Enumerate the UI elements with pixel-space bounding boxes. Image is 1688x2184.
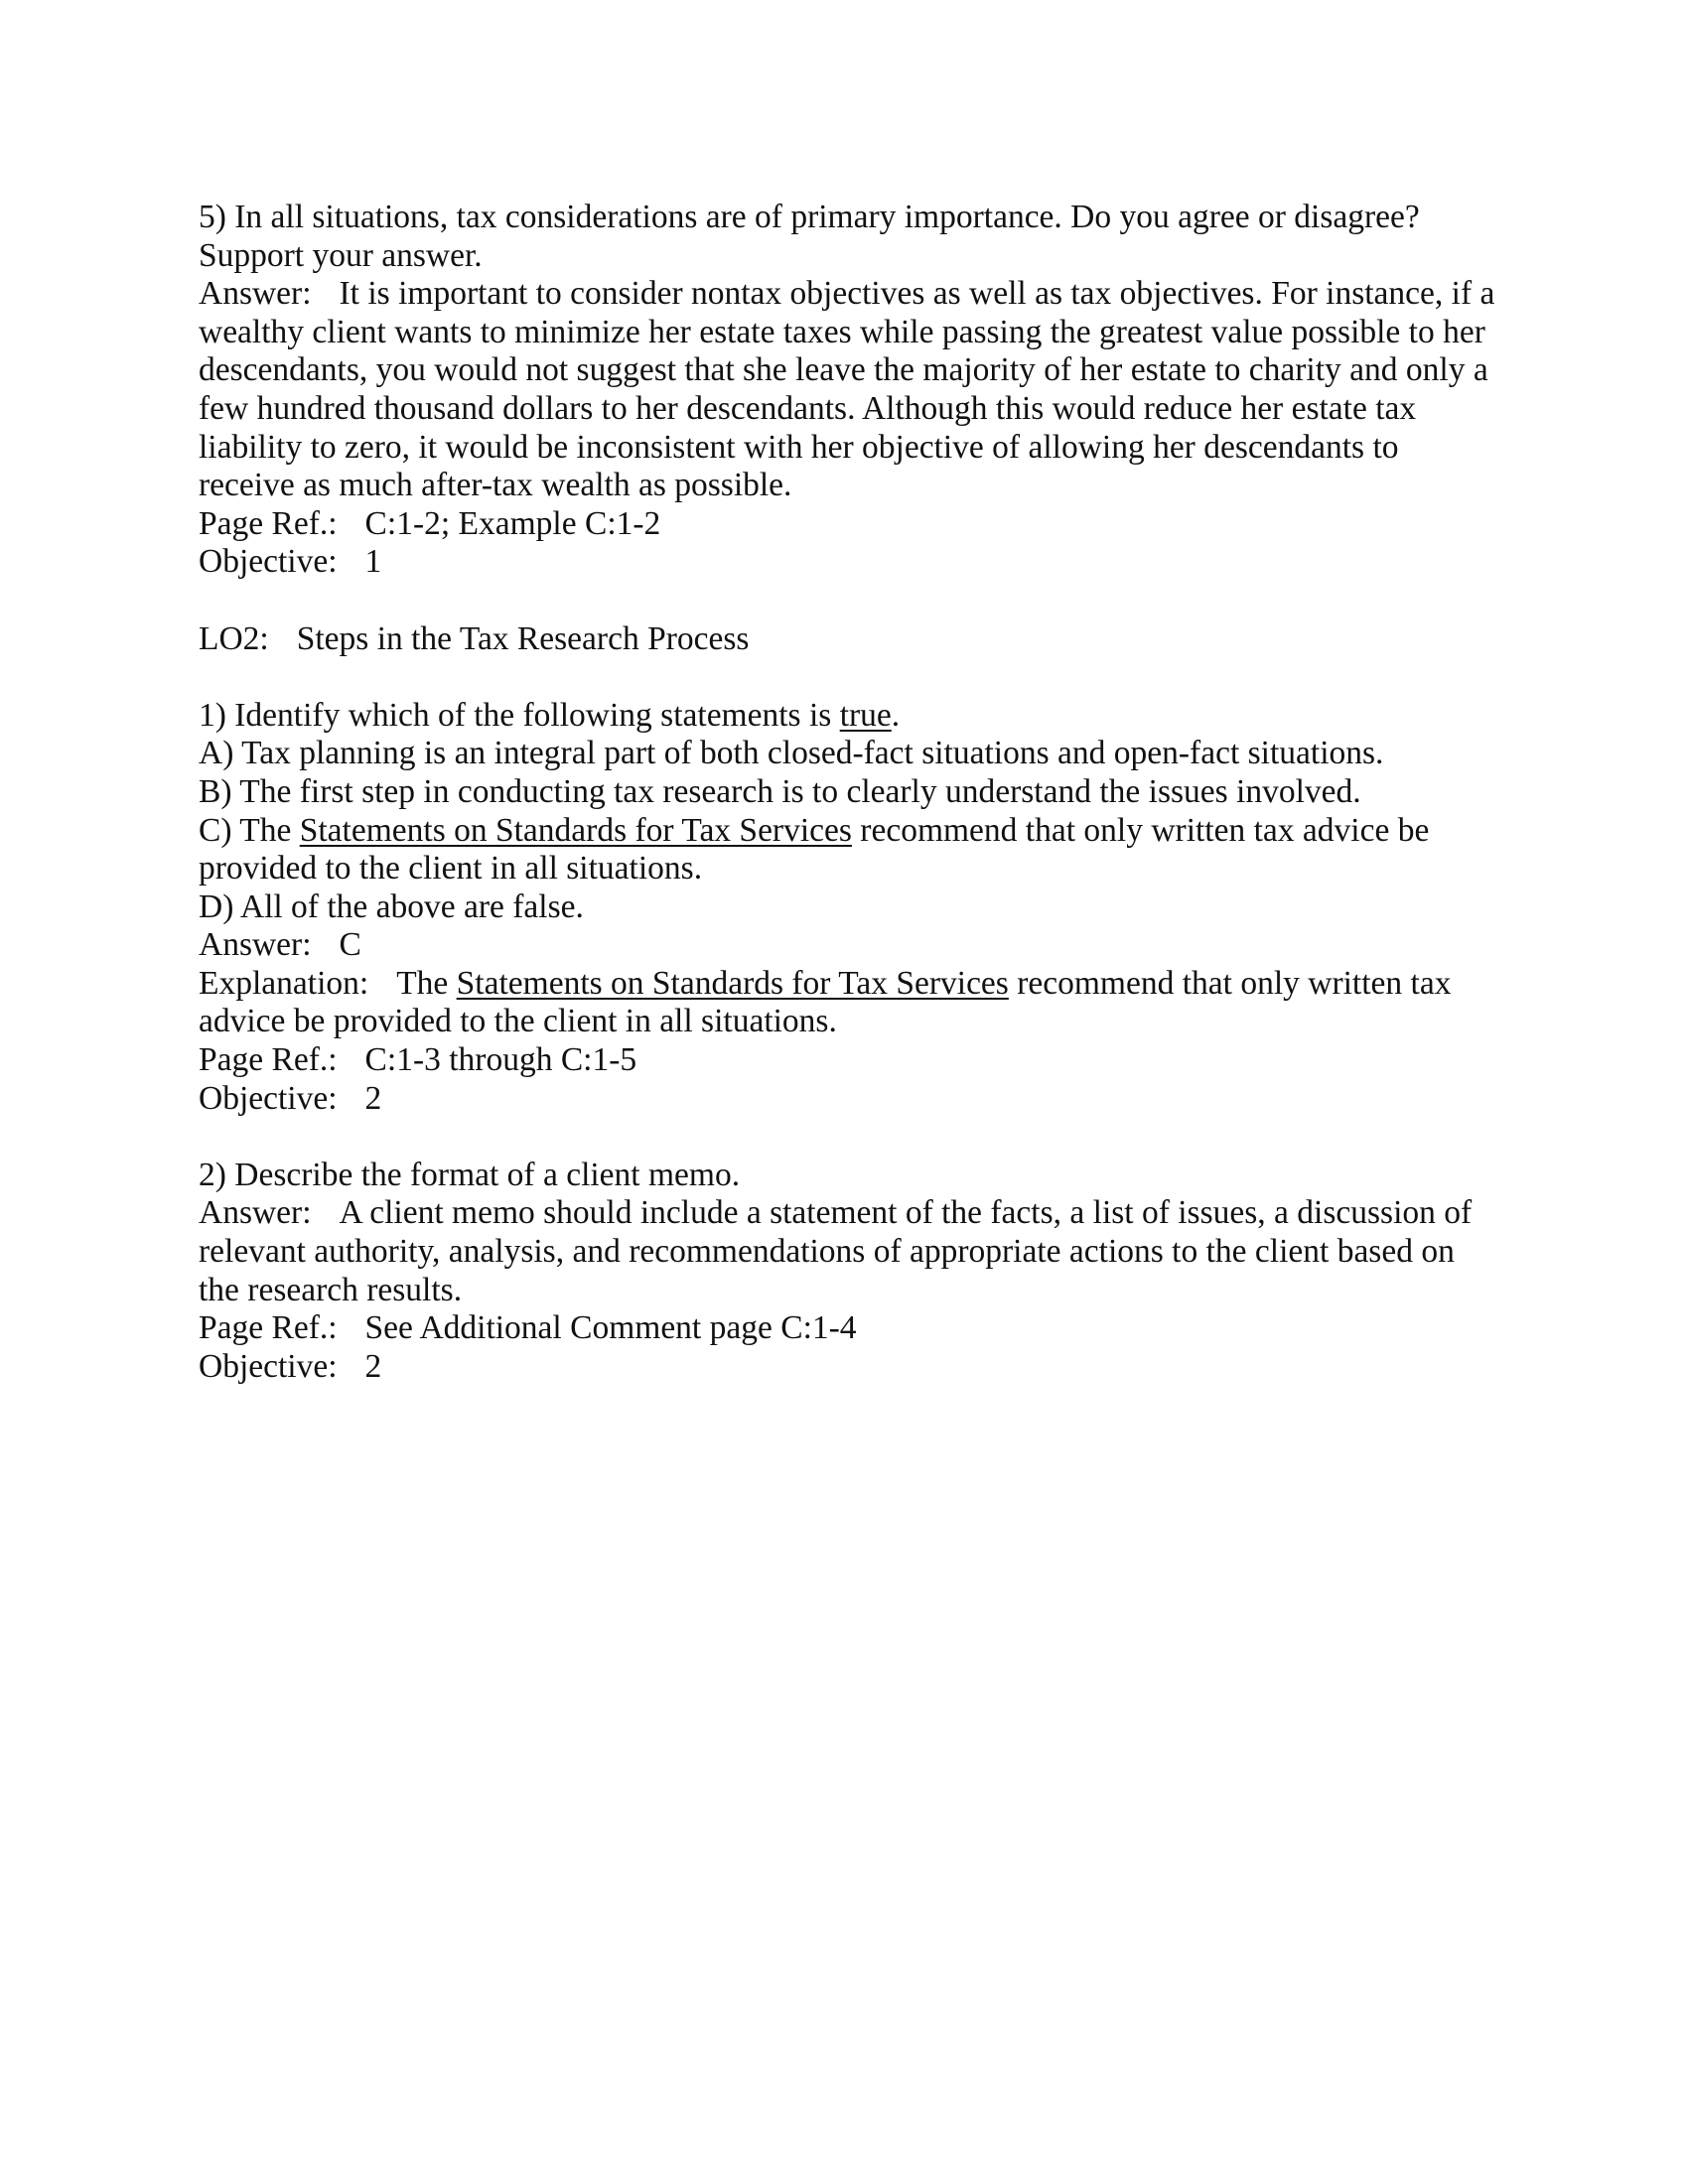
question-1-text-prefix: 1) Identify which of the following statements is [199, 696, 840, 734]
question-5-block [199, 199, 1499, 582]
question-1-text-suffix: . [891, 696, 901, 734]
question-1-block [199, 697, 1499, 1119]
answer-value: C [339, 926, 361, 964]
option-c-underlined-title: Statements on Standards for Tax Services [299, 811, 852, 849]
question-1-underlined-word: true [839, 696, 892, 734]
learning-objective-heading [199, 620, 1499, 659]
explanation-underlined-title: Statements on Standards for Tax Services [456, 964, 1009, 1002]
question-5-answer-line-1 [199, 275, 1499, 314]
question-1-text [199, 697, 1499, 736]
spacer [199, 582, 1499, 620]
question-1-objective [199, 1080, 1499, 1119]
question-1-explanation-line-2: advice be provided to the client in all situations. [199, 1003, 837, 1040]
objective-label: Objective: [199, 1347, 338, 1385]
objective-label: Objective: [199, 543, 338, 581]
lo-label: LO2: [199, 619, 269, 657]
answer-text: It is important to consider nontax objectives as well as tax objectives. For instance, if a [339, 275, 1495, 313]
objective-value: 1 [364, 543, 382, 581]
explanation-prefix: The [396, 964, 457, 1002]
option-c-suffix: recommend that only written tax advice be [851, 811, 1430, 849]
option-b: B) The first step in conducting tax research is to clearly understand the issues involved. [199, 772, 1361, 810]
objective-value: 2 [364, 1079, 382, 1117]
spacer [199, 658, 1499, 697]
question-5-text-line-1: 5) In all situations, tax considerations are of primary importance. Do you agree or disagree? [199, 199, 1420, 235]
question-2-answer-line-2: relevant authority, analysis, and recommendations of appropriate actions to the client based on [199, 1233, 1455, 1271]
document-page [199, 199, 1499, 1386]
page-ref-value: C:1-2; Example C:1-2 [364, 504, 661, 542]
answer-label: Answer: [199, 1194, 312, 1232]
page-ref-value: See Additional Comment page C:1-4 [364, 1309, 857, 1347]
page-ref-label: Page Ref.: [199, 1041, 338, 1079]
question-5-text-line-2: Support your answer. [199, 236, 483, 274]
option-d: D) All of the above are false. [199, 887, 584, 925]
explanation-label: Explanation: [199, 964, 369, 1002]
question-5-answer-line-6: receive as much after-tax wealth as possible. [199, 467, 792, 504]
spacer [199, 1118, 1499, 1157]
objective-label: Objective: [199, 1079, 338, 1117]
question-1-page-ref [199, 1041, 1499, 1080]
page-ref-label: Page Ref.: [199, 1309, 338, 1347]
question-5-answer-line-2: wealthy client wants to minimize her estate taxes while passing the greatest value possible to her [199, 313, 1485, 350]
option-c-line-2: provided to the client in all situations. [199, 850, 703, 887]
option-c-prefix: C) The [199, 811, 300, 849]
question-2-objective [199, 1348, 1499, 1387]
answer-label: Answer: [199, 926, 312, 964]
answer-label: Answer: [199, 275, 312, 313]
objective-value: 2 [364, 1347, 382, 1385]
question-1-explanation-line-1 [199, 965, 1499, 1004]
question-2-block [199, 1157, 1499, 1387]
page-ref-value: C:1-3 through C:1-5 [364, 1041, 637, 1079]
question-5-answer-line-3: descendants, you would not suggest that she leave the majority of her estate to charity and only a [199, 351, 1488, 389]
explanation-suffix: recommend that only written tax [1008, 964, 1452, 1002]
question-5-page-ref [199, 505, 1499, 544]
lo-title: Steps in the Tax Research Process [296, 619, 750, 657]
question-2-answer-line-3: the research results. [199, 1271, 463, 1308]
question-5-answer-line-5: liability to zero, it would be inconsistent with her objective of allowing her descendants to [199, 428, 1399, 466]
question-5-answer-line-4: few hundred thousand dollars to her descendants. Although this would reduce her estate tax [199, 389, 1417, 427]
question-1-answer [199, 926, 1499, 965]
question-2-page-ref [199, 1309, 1499, 1348]
option-a: A) Tax planning is an integral part of both closed-fact situations and open-fact situations. [199, 735, 1384, 772]
option-c-line-1 [199, 812, 1499, 851]
question-5-objective [199, 543, 1499, 582]
question-2-answer-line-1 [199, 1194, 1499, 1233]
question-2-text: 2) Describe the format of a client memo. [199, 1156, 741, 1193]
answer-text: A client memo should include a statement of the facts, a list of issues, a discussion of [339, 1194, 1473, 1232]
page-ref-label: Page Ref.: [199, 504, 338, 542]
